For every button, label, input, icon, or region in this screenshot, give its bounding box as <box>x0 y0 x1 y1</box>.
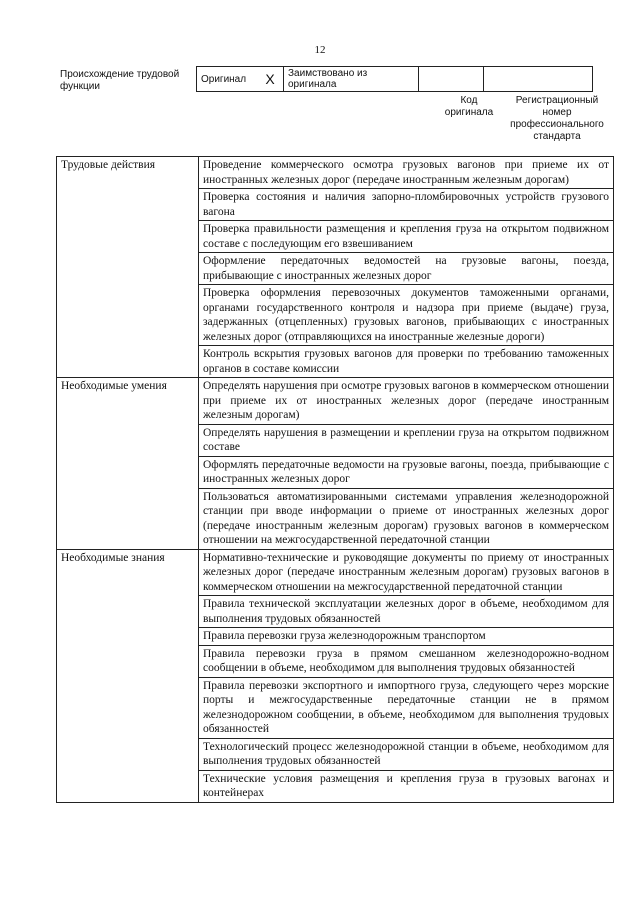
list-item: Проведение коммерческого осмотра грузовых вагонов при приеме их от иностранных железных дорог (передаче иностранным железным дорогам) <box>199 157 613 189</box>
borrowed-label: Заимствовано из оригинала <box>284 67 419 92</box>
list-item: Контроль вскрытия грузовых вагонов для проверки по требованию таможенных органов в составе комиссии <box>203 348 609 375</box>
reg-caption: Регистрационный номер профессионального стандарта <box>510 95 604 142</box>
code-caption: Код оригинала <box>444 95 494 118</box>
original-label: Оригинал <box>197 67 258 92</box>
function-table <box>56 156 614 803</box>
list-item: Технические условия размещения и крепления груза в грузовых вагонах и контейнерах <box>203 772 609 799</box>
section-title: Необходимые знания <box>57 549 199 802</box>
list-item: Проверка состояния и наличия запорно-пломбировочных устройств грузового вагона <box>199 189 613 221</box>
origin-table <box>196 66 593 92</box>
section-row <box>57 549 614 802</box>
list-item: Технологический процесс железнодорожной станции в объеме, необходимом для выполнения трудовых обязанностей <box>199 739 613 771</box>
list-item: Определять нарушения в размещении и креплении груза на открытом подвижном составе <box>199 425 613 457</box>
list-item: Оформлять передаточные ведомости на грузовые вагоны, поезда, прибывающие с иностранных железных дорог <box>199 457 613 489</box>
list-item: Нормативно-технические и руководящие документы по приему от иностранных железных дорог (передаче иностранным железным дорогам) грузовых вагонов в коммерческом отношении на межгосударственной передаточной станции <box>199 550 613 597</box>
list-item: Правила перевозки груза в прямом смешанном железнодорожно-водном сообщении в объеме, необходимом для выполнения трудовых обязанностей <box>199 646 613 678</box>
section-title: Трудовые действия <box>57 157 199 378</box>
list-item: Правила технической эксплуатации железных дорог в объеме, необходимом для выполнения трудовых обязанностей <box>199 596 613 628</box>
list-item: Правила перевозки груза железнодорожным транспортом <box>199 628 613 646</box>
section-row <box>57 157 614 378</box>
list-item: Проверка оформления перевозочных документов таможенными органами, органами государственного контроля и надзора при приеме (выдаче) груза, задержанных (отцепленных) грузовых вагонов, прибывающих с иностранных железных дорог (отправляющихся на иностранные железные дороги) <box>199 285 613 346</box>
reg-number-cell <box>484 67 593 92</box>
list-item: Оформление передаточных ведомостей на грузовые вагоны, поезда, прибывающие с иностранных железных дорог <box>199 253 613 285</box>
list-item: Проверка правильности размещения и крепления груза на открытом подвижном составе с последующим его взвешиванием <box>199 221 613 253</box>
page-number: 12 <box>314 44 326 56</box>
origin-label: Происхождение трудовой функции <box>60 69 180 92</box>
section-title: Необходимые умения <box>57 378 199 550</box>
section-items <box>199 549 614 802</box>
section-items <box>199 157 614 378</box>
list-item: Определять нарушения при осмотре грузовых вагонов в коммерческом отношении при приеме их от иностранных железных дорог (передаче иностранным железным дорогам) <box>199 378 613 425</box>
code-cell <box>419 67 484 92</box>
section-row <box>57 378 614 550</box>
original-mark: X <box>257 67 284 92</box>
list-item: Пользоваться автоматизированными системами управления железнодорожной станции при вводе информации о приеме от иностранных железных дорог (передаче иностранным железным дорогам) грузовых вагонов в коммерческом отношении на межгосударственной передаточной станции <box>203 490 609 546</box>
list-item: Правила перевозки экспортного и импортного груза, следующего через морские порты и межгосударственные передаточные станции не в прямом железнодорожном сообщении, в объеме, необходимом для выполнения трудовых обязанностей <box>199 678 613 739</box>
section-items <box>199 378 614 550</box>
